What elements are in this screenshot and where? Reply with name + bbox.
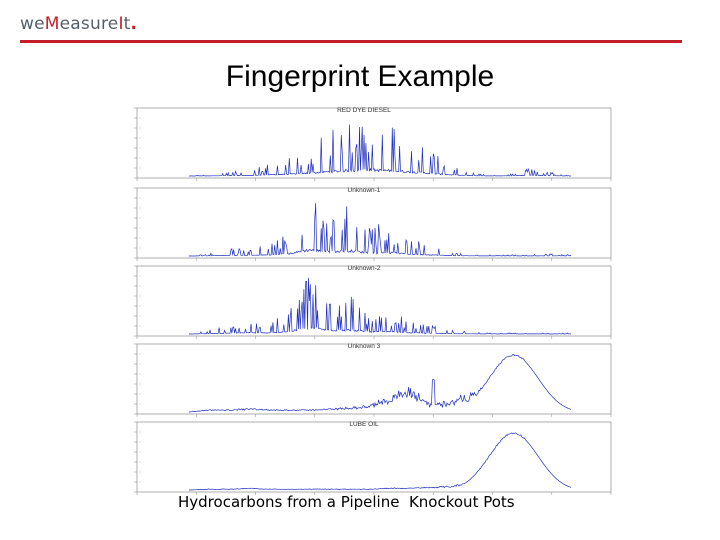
chromatogram-panel [134, 421, 611, 495]
panel-title: RED DYE DIESEL [337, 107, 391, 114]
series-line [189, 433, 571, 490]
slide-caption: Hydrocarbons from a Pipeline Knockout Pots [178, 493, 515, 511]
panel-title: LUBE OIL [349, 421, 379, 428]
logo-part-we: we [20, 14, 45, 34]
panel-frame [137, 266, 611, 336]
series-line [189, 203, 571, 256]
series-line [189, 125, 571, 177]
logo-part-easure: easure [59, 14, 119, 34]
series-line [189, 354, 571, 412]
panel-title: Unknown-1 [347, 187, 381, 194]
slide-title: Fingerprint Example [225, 60, 495, 93]
panel-frame [137, 344, 611, 414]
chromatogram-panel [134, 107, 611, 181]
header-divider [20, 40, 682, 43]
logo-part-m: M [44, 14, 60, 34]
chromatogram-stack [115, 100, 615, 495]
logo-part-t: t [123, 14, 131, 34]
chromatogram-panel [134, 187, 611, 261]
series-line [189, 278, 571, 334]
company-logo [20, 14, 137, 40]
panel-title: Unknown-2 [347, 265, 381, 272]
chromatogram-panel [134, 265, 611, 339]
panel-frame [137, 422, 611, 492]
chromatogram-panel [134, 343, 611, 417]
logo-part-dot: . [130, 14, 138, 34]
panel-title: Unknown 3 [347, 343, 381, 350]
logo-part-i: I [118, 14, 124, 34]
panel-frame [137, 108, 611, 178]
